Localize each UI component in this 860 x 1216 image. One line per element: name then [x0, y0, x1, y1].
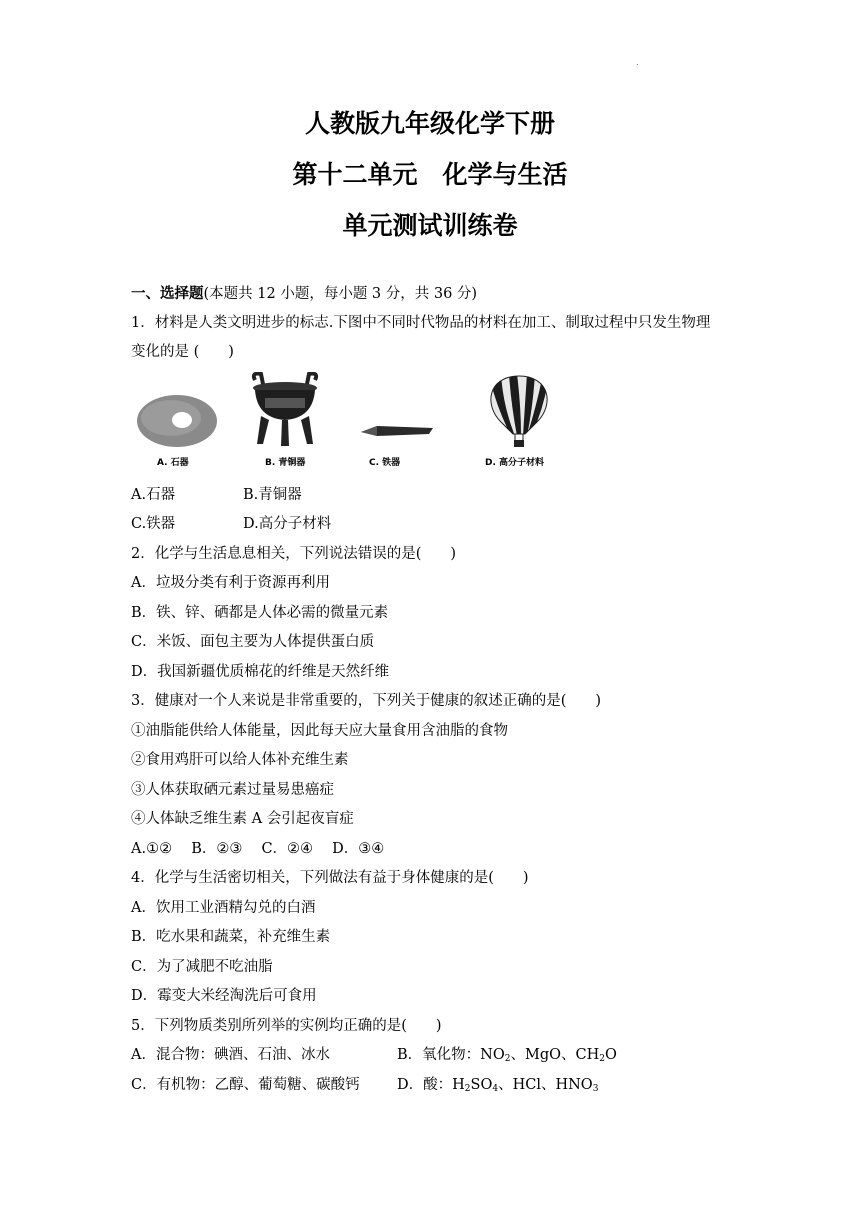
figure-label-d: D. 高分子材料 [485, 458, 545, 468]
q5-option-d: D．酸：$H_2SO_4$、HCl、$HNO_3$ [397, 1077, 599, 1094]
q1-figure [131, 372, 571, 472]
q5-options-row2 [131, 1076, 599, 1094]
corner-dot: . [636, 58, 639, 67]
title-line-1: 人教版九年级化学下册 [304, 109, 555, 138]
q1-options-row2 [131, 515, 332, 533]
q1-option-c: C.铁器 [131, 516, 176, 532]
q1-stem-line1: 1．材料是人类文明进步的标志.下图中不同时代物品的材料在加工、制取过程中只发生物理 [131, 315, 711, 331]
figure-label-b: B. 青铜器 [265, 458, 306, 468]
q4-option-d: D．霉变大米经淘洗后可食用 [131, 988, 317, 1004]
q1-options-row1 [131, 486, 302, 504]
q1-stem-line2: 变化的是 ( ) [131, 344, 234, 360]
figure-label-a: A. 石器 [157, 458, 189, 468]
iron-blade-image [359, 418, 435, 442]
q3-options: A.①② B．②③ C．②④ D．③④ [131, 841, 385, 857]
q1-option-a: A.石器 [131, 487, 176, 503]
q5-option-c: C．有机物：乙醇、葡萄糖、碳酸钙 [131, 1077, 360, 1093]
q3-item-4: ④人体缺乏维生素 A 会引起夜盲症 [131, 811, 354, 827]
hot-air-balloon-image [479, 374, 559, 450]
q3-item-3: ③人体获取硒元素过量易患癌症 [131, 782, 334, 798]
q2-option-b: B．铁、锌、硒都是人体必需的微量元素 [131, 605, 389, 621]
q1-option-b: B.青铜器 [243, 487, 302, 503]
q5-option-b: B．氧化物：$NO_2$、MgO、$CH_2O$ [397, 1047, 617, 1064]
q2-option-a: A．垃圾分类有利于资源再利用 [131, 575, 330, 591]
section-title: 一、选择题 [131, 286, 204, 302]
q3-item-2: ②食用鸡肝可以给人体补充维生素 [131, 752, 349, 768]
section-note: (本题共 12 小题，每小题 3 分，共 36 分) [203, 286, 478, 302]
q2-option-d: D．我国新疆优质棉花的纤维是天然纤维 [131, 664, 390, 680]
bronze-vessel-image [243, 372, 327, 448]
figure-label-c: C. 铁器 [369, 458, 401, 468]
q1-option-d: D.高分子材料 [243, 516, 332, 532]
q3-item-1: ①油脂能供给人体能量，因此每天应大量食用含油脂的食物 [131, 723, 508, 739]
q3-stem: 3．健康对一个人来说是非常重要的，下列关于健康的叙述正确的是( ) [131, 693, 602, 709]
q5-stem: 5．下列物质类别所列举的实例均正确的是( ) [131, 1018, 442, 1034]
stone-tool-image [135, 390, 219, 450]
title-line-3: 单元测试训练卷 [342, 211, 518, 240]
q4-option-c: C．为了减肥不吃油脂 [131, 959, 273, 975]
q4-option-b: B．吃水果和蔬菜，补充维生素 [131, 929, 331, 945]
q4-option-a: A．饮用工业酒精勾兑的白酒 [131, 900, 316, 916]
q2-option-c: C．米饭、面包主要为人体提供蛋白质 [131, 634, 375, 650]
section-heading [131, 285, 477, 303]
q5-option-a: A．混合物：碘酒、石油、冰水 [131, 1047, 330, 1063]
q4-stem: 4．化学与生活密切相关，下列做法有益于身体健康的是( ) [131, 870, 529, 886]
q5-options-row1 [131, 1046, 617, 1064]
q2-stem: 2．化学与生活息息相关，下列说法错误的是( ) [131, 546, 457, 562]
title-line-2: 第十二单元 化学与生活 [292, 160, 568, 189]
